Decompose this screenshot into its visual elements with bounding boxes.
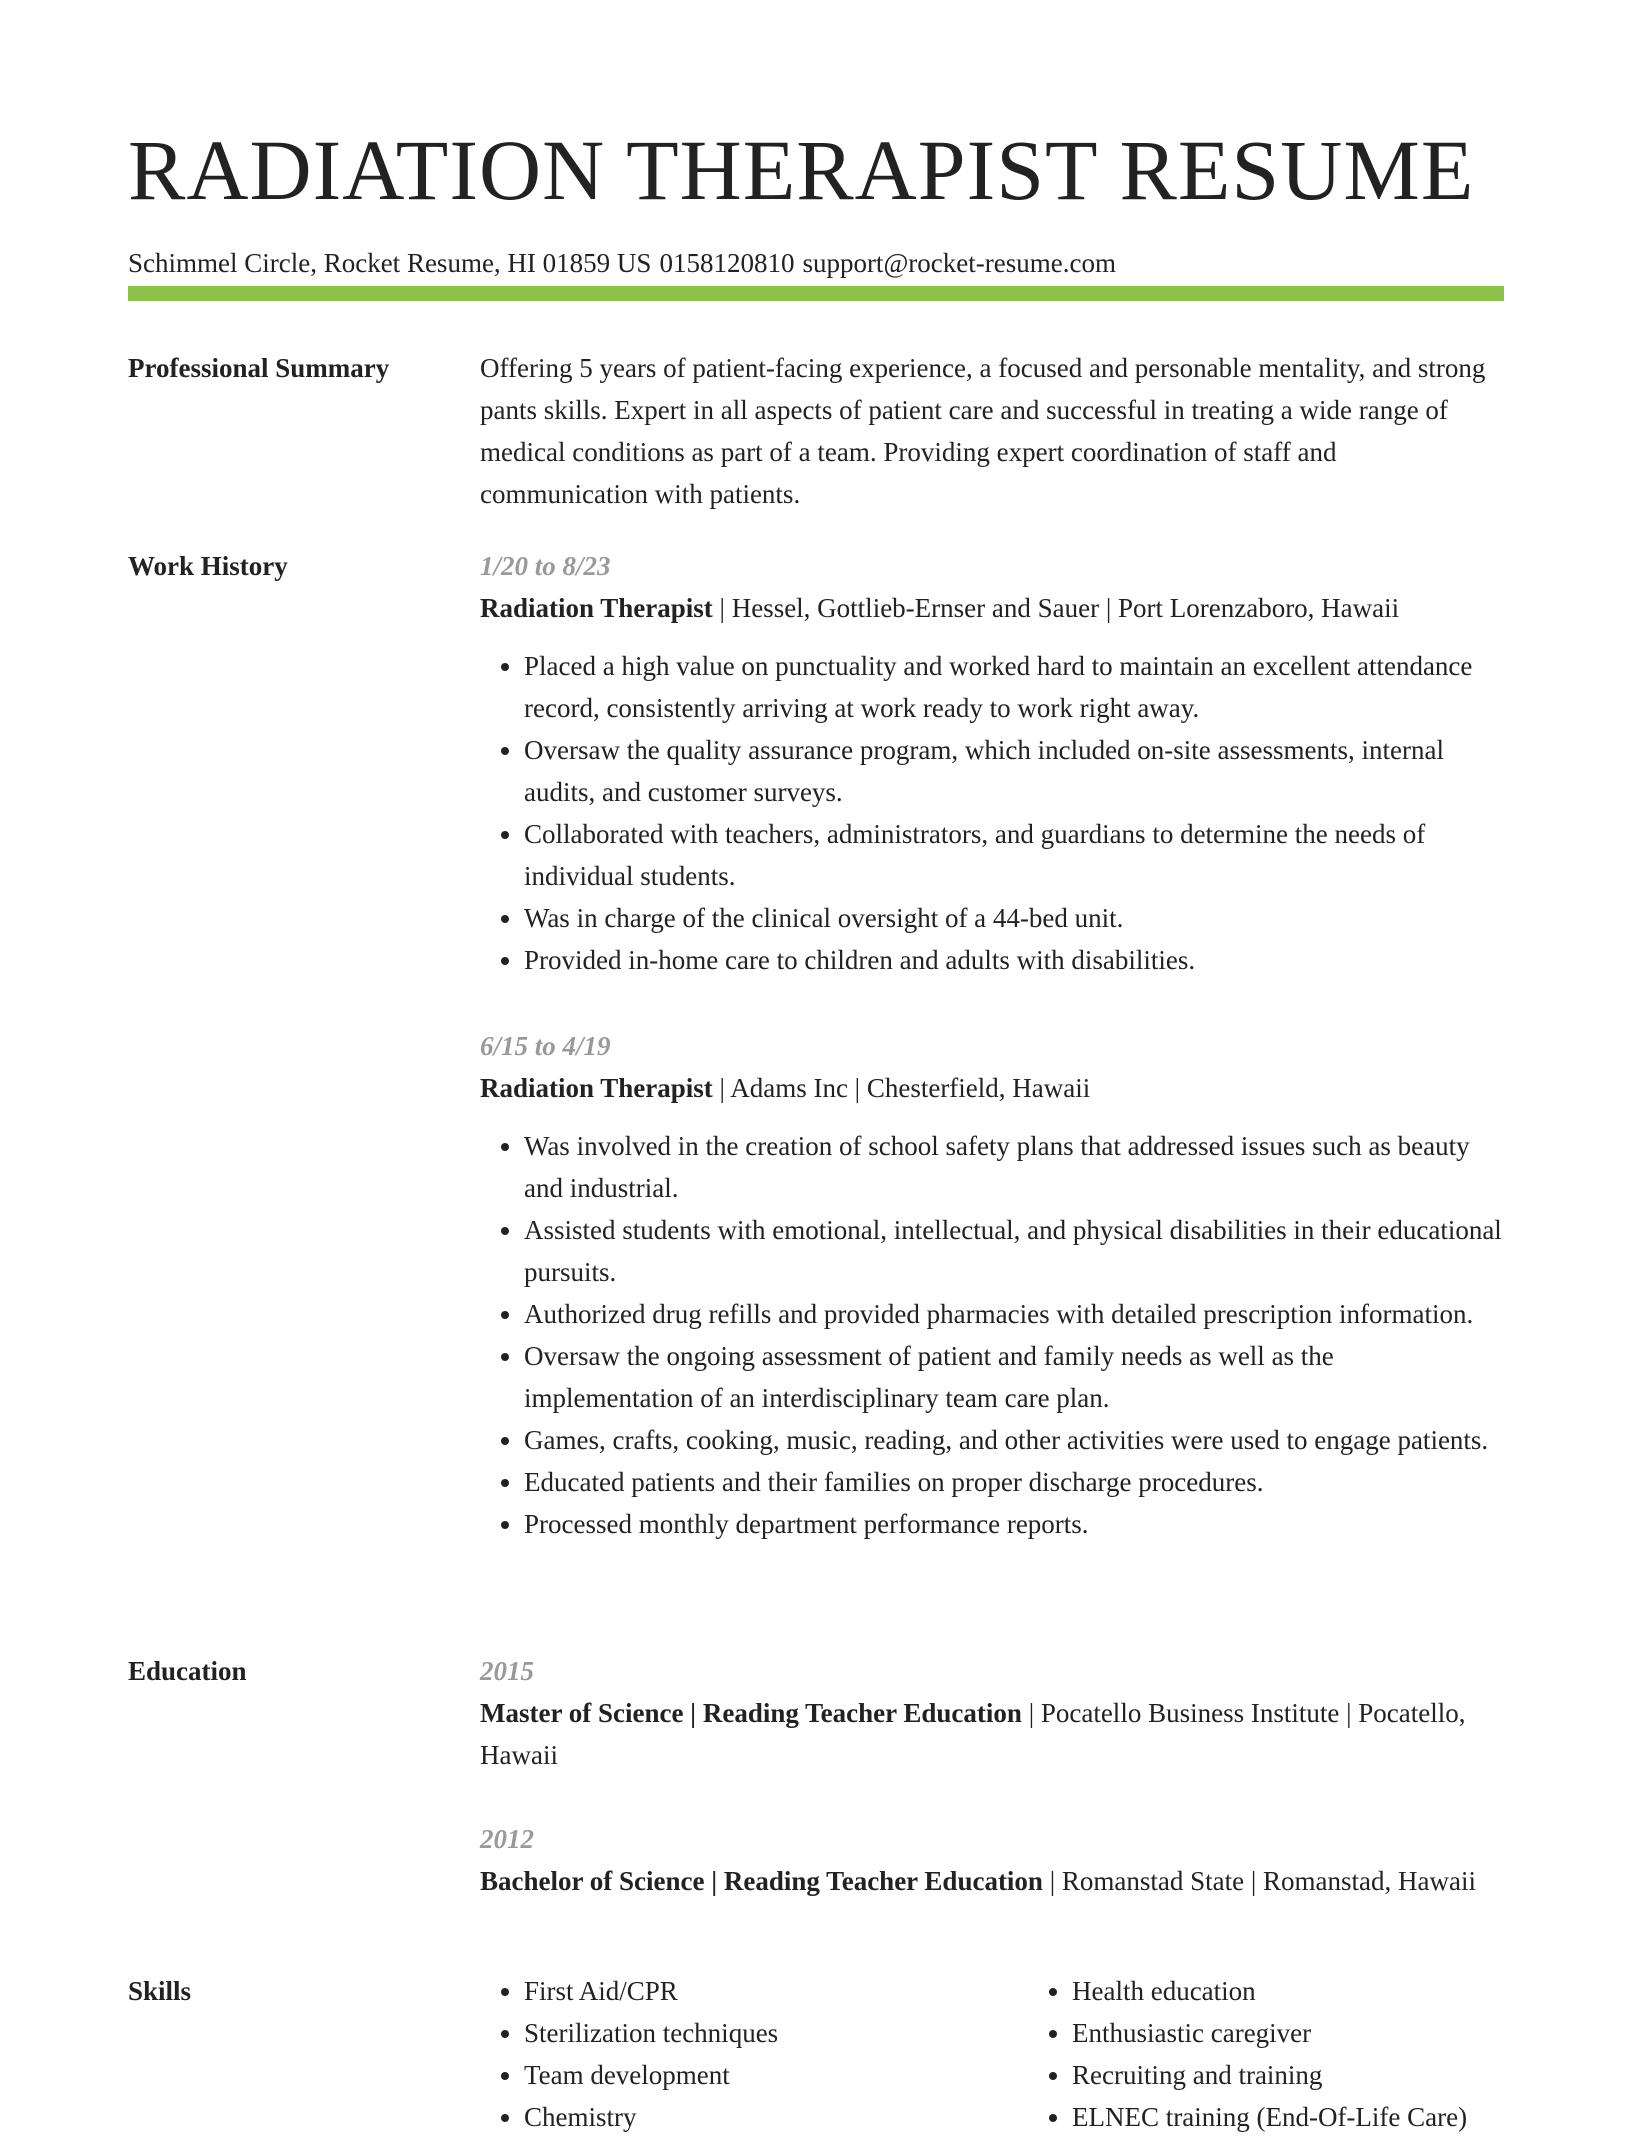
section-title-work-history: Work History [128, 551, 288, 581]
contact-email: support@rocket-resume.com [802, 248, 1116, 278]
contact-address: Schimmel Circle, Rocket Resume, HI 01859 US [128, 248, 652, 278]
contact-line [128, 246, 1504, 280]
header-divider [128, 286, 1504, 301]
education-school-location: | Pocatello Business Institute | Pocatello, Hawaii [480, 1698, 1466, 1770]
skill-item: • Chemistry [524, 2096, 984, 2138]
section-title-education: Education [128, 1656, 247, 1686]
job-dates: 6/15 to 4/19 [480, 1031, 611, 1061]
job-employer-location: | Hessel, Gottlieb-Ernser and Sauer | Port Lorenzaboro, Hawaii [712, 593, 1400, 623]
skills-list-right [1028, 1970, 1532, 2138]
education-body [480, 1650, 1504, 1902]
job-bullet: • Was involved in the creation of school safety plans that addressed issues such as beauty and industrial. [524, 1125, 1504, 1209]
skill-item: • Recruiting and training [1072, 2054, 1532, 2096]
job-bullet: • Placed a high value on punctuality and worked hard to maintain an excellent attendance record, consistently arriving at work ready to work right away. [524, 645, 1504, 729]
job-bullet: • Assisted students with emotional, intellectual, and physical disabilities in their educational pursuits. [524, 1209, 1504, 1293]
job-bullet: • Processed monthly department performance reports. [524, 1503, 1504, 1545]
education-line [480, 1860, 1504, 1902]
job-bullet: • Oversaw the ongoing assessment of patient and family needs as well as the implementation of an interdisciplinary team care plan. [524, 1335, 1504, 1419]
job-employer-location: | Adams Inc | Chesterfield, Hawaii [712, 1073, 1091, 1103]
work-history-body [480, 545, 1504, 1545]
job-bullets [480, 1125, 1504, 1545]
education-line [480, 1692, 1504, 1776]
education-year: 2015 [480, 1656, 534, 1686]
skills-body [480, 1970, 1504, 2138]
skills-columns [480, 1970, 1504, 2138]
skill-item: • Team development [524, 2054, 984, 2096]
job-bullet: • Provided in-home care to children and adults with disabilities. [524, 939, 1504, 981]
education-school-location: | Romanstad State | Romanstad, Hawaii [1042, 1866, 1476, 1896]
skills-list-left [480, 1970, 984, 2138]
job-entry [480, 1025, 1504, 1545]
section-title-summary: Professional Summary [128, 353, 390, 383]
job-role: Radiation Therapist [480, 1073, 713, 1103]
job-bullet: • Authorized drug refills and provided pharmacies with detailed prescription information. [524, 1293, 1504, 1335]
skill-item: • ELNEC training (End-Of-Life Care) [1072, 2096, 1532, 2138]
skill-item: • Sterilization techniques [524, 2012, 984, 2054]
summary-text: Offering 5 years of patient-facing experience, a focused and personable mentality, and strong pants skills. Expert in all aspects of patient care and successful in treating a wide range of medical conditions as part of a team. Providing expert coordination of staff and communication with patients. [480, 353, 1486, 509]
job-bullet: • Oversaw the quality assurance program, which included on-site assessments, internal audits, and customer surveys. [524, 729, 1504, 813]
job-entry [480, 545, 1504, 981]
skill-item: • First Aid/CPR [524, 1970, 984, 2012]
contact-phone: 0158120810 [659, 248, 795, 278]
education-year: 2012 [480, 1824, 534, 1854]
resume-header [128, 118, 1504, 280]
job-role: Radiation Therapist [480, 593, 713, 623]
job-dates: 1/20 to 8/23 [480, 551, 611, 581]
resume-title: RADIATION THERAPIST RESUME [128, 122, 1475, 218]
education-entry [480, 1650, 1504, 1776]
summary-body [480, 347, 1504, 515]
job-bullet: • Games, crafts, cooking, music, reading, and other activities were used to engage patients. [524, 1419, 1504, 1461]
job-bullet: • Was in charge of the clinical oversight of a 44-bed unit. [524, 897, 1504, 939]
job-bullets [480, 645, 1504, 981]
job-title-line [480, 587, 1504, 629]
education-degree: Master of Science | Reading Teacher Education [480, 1698, 1022, 1728]
skill-item: • Health education [1072, 1970, 1532, 2012]
section-title-skills: Skills [128, 1976, 192, 2006]
education-entry [480, 1818, 1504, 1902]
skill-item: • Enthusiastic caregiver [1072, 2012, 1532, 2054]
job-title-line [480, 1067, 1504, 1109]
education-degree: Bachelor of Science | Reading Teacher Education [480, 1866, 1043, 1896]
job-bullet: • Educated patients and their families on proper discharge procedures. [524, 1461, 1504, 1503]
job-bullet: • Collaborated with teachers, administrators, and guardians to determine the needs of individual students. [524, 813, 1504, 897]
